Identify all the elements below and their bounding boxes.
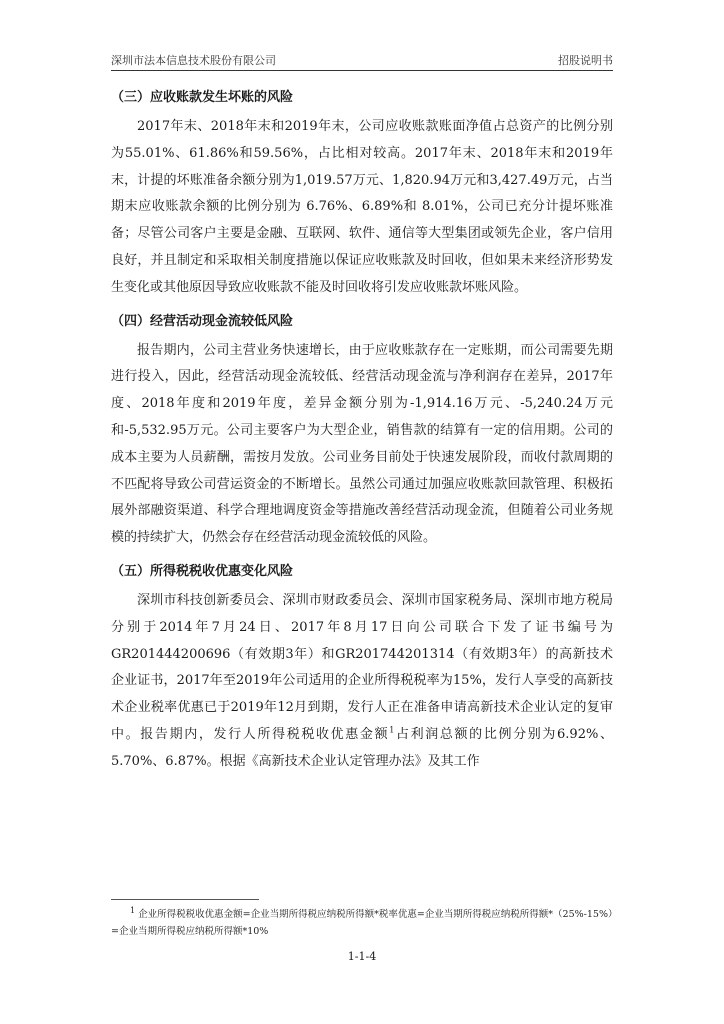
footnote-text: 企业所得税税收优惠金额=企业当期所得税应纳税所得额*税率优惠=企业当期所得税应纳税所得额*（25%-15%）=企业当期所得税应纳税所得额*10% [111, 909, 613, 937]
paragraph-cash-flow: 报告期内，公司主营业务快速增长，由于应收账款存在一定账期，而公司需要先期进行投入，因此，经营活动现金流较低、经营活动现金流与净利润存在差异，2017年度、2018年度和2019年度，差异金额分别为-1,914.16万元、-5,240.24万元和-5,532.95万元。公司主要客户为大型企业，销售款的结算有一定的信用期。公司的成本主要为人员薪酬，需按月发放。公司业务目前处于快速发展阶段，而收付款周期的不匹配将导致公司营运资金的不断增长。虽然公司通过加强应收账款回款管理、积极拓展外部融资渠道、科学合理地调度资金等措施改善经营活动现金流，但随着公司业务规模的持续扩大，仍然会存在经营活动现金流较低的风险。 [111, 342, 613, 546]
header-company: 深圳市法本信息技术股份有限公司 [111, 54, 276, 67]
tax-text-part-2: 占利润总额的比例分别为6.92%、5.70%、6.87%。根据《高新技术企业认定管理办法》及其工作 [111, 726, 613, 769]
footnote-ref-1[interactable]: 1 [389, 725, 395, 735]
footnote-mark: 1 [130, 905, 136, 915]
page-header [111, 50, 613, 71]
main-content [111, 88, 613, 776]
page-number: 1-1-4 [347, 950, 377, 963]
section-title-cash-flow: （四）经营活动现金流较低风险 [111, 313, 294, 329]
tax-text-part-1: 深圳市科技创新委员会、深圳市财政委员会、深圳市国家税务局、深圳市地方税局分别于2014年7月24日、2017年8月17日向公司联合下发了证书编号为GR201444200696（有效期3年）和GR201744201314（有效期3年）的高新技术企业证书，2017年至2019年公司适用的企业所得税税率为15%，发行人享受的高新技术企业税率优惠已于2019年12月到期，发行人正在准备申请高新技术企业认定的复审中。报告期内，发行人所得税税收优惠金额 [111, 592, 613, 742]
section-title-bad-debt: （三）应收账款发生坏账的风险 [111, 90, 294, 105]
footnote-divider [111, 899, 259, 900]
paragraph-tax-incentive [111, 588, 613, 776]
footnote [111, 906, 613, 940]
section-title-tax-incentive: （五）所得税税收优惠变化风险 [111, 563, 294, 579]
paragraph-bad-debt: 2017年末、2018年末和2019年末，公司应收账款账面净值占总资产的比例分别为55.01%、61.86%和59.56%，占比相对较高。2017年末、2018年末和2019年末，计提的坏账准备余额分别为1,019.57万元、1,820.94万元和3,427.49万元，占当期末应收账款余额的比例分别为 6.76%、6.89%和 8.01%，公司已充分计提坏账准备；尽管公司客户主要是金融、互联网、软件、通信等大型集团或领先企业，客户信用良好，并且制定和采取相关制度措施以保证应收账款及时回收，但如果未来经济形势发生变化或其他原因导致应收账款不能及时回收将引发应收账款坏账风险。 [111, 119, 613, 295]
header-doc-type: 招股说明书 [558, 54, 613, 67]
